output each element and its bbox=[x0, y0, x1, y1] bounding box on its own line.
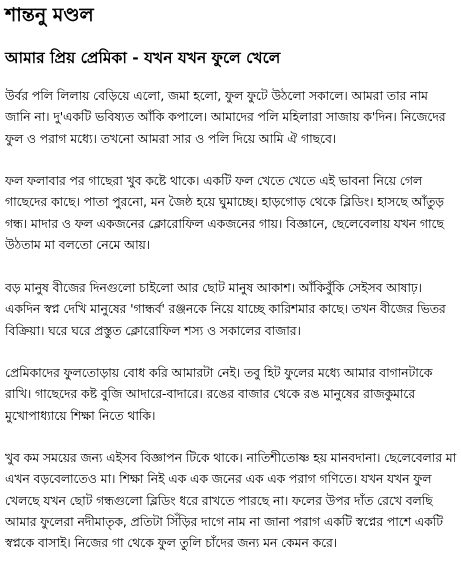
paragraph-spacer bbox=[5, 256, 457, 277]
paragraph-spacer bbox=[5, 426, 457, 447]
paragraph-4: প্রেমিকাদের ফুলতোড়ায় বোধ করি আমারটা নেই। তবু হিট ফুলের মধ্যে আমার বাগানটাকে রাখি। গাছেদের কষ্ট বুজি আদারে-বাদারে। রঙের বাজার থেকে রঙ মানুষের রাজকুমারে মুখোপাধ্যায়ে শিক্ষা নিতে থাকি। bbox=[5, 365, 433, 423]
paragraph-5: খুব কম সময়ের জন্য এইসব বিজ্ঞাপন টিকে থাকে। নাতিশীতোষ্ণ হয় মানবদানা। ছেলেবেলার মা এখন বড়বেলাতেও মা। শিক্ষা নিই এক এক জনের এক এক পরাগ গণিতে। যখন যখন ফুল খেলছে যখন ছোট গন্ধগুলো ব্লিডিং ধরে রাখতে পারছে না। ফলের উপর দাঁত রেখে বলছি আমার ফুলেরা নদীমাতৃক, প্রতিটা সিঁড়ির দাগে নাম না জানা পরাগ একটি স্বপ্নের পাশে একটি স্বপ্নকে বাসাই। নিজের গা থেকে ফুল তুলি চাঁদের জন্য মন কেমন করে। bbox=[5, 450, 457, 551]
paragraph-2: ফল ফলাবার পর গাছেরা খুব কষ্টে থাকে। একটি ফল খেতে খেতে এই ভাবনা নিয়ে গেল গাছেদের কাছে। পাতা পুরনো, মন জৈষ্ঠ হয়ে ঘুমাচ্ছে। হাড়গোড় থেকে ব্লিডিং। হাসছে আঁতুড় গন্ধ। মাদার ও ফল একজনের ক্লোরোফিল একজনের গায়। বিজ্ঞানে, ছেলেবেলায় যখন গাছে উঠতাম মা বলতো নেমে আয়। bbox=[5, 173, 444, 252]
paragraph-spacer bbox=[5, 149, 457, 170]
author-name: শান্তনু মণ্ডল bbox=[5, 4, 94, 26]
paragraph-1: উর্বর পলি লিলায় বেড়িয়ে এলো, জমা হলো, ফুল ফুটে উঠলো সকালে। আমরা তার নাম জানি না। দু'একটি ভবিষ্যত আঁকি কপালে। আমাদের পলি মহিলারা সাজায় ক'দিন। নিজেদের ফুল ও পরাগ মধ্যে। তখনো আমরা সার ও পলি দিয়ে আমি ঐ গাছবে। bbox=[5, 88, 446, 146]
poem-title: আমার প্রিয় প্রেমিকা - যখন যখন ফুলে খেলে bbox=[5, 49, 281, 67]
paragraph-3: বড় মানুষ বীজের দিনগুলো চাইলো আর ছোট মানুষ আকাশ। আঁকিবুঁকি সেইসব আষাঢ়। একদিন স্বপ্ন দেখি মানুষের 'গান্ধর্ব' রঞ্জনকে নিয়ে যাচ্ছে কারিশমার কাছে। তখন বীজের ভিতর বিক্রিয়া। ঘরে ঘরে প্রস্তুত ক্লোরোফিল শস্য ও সকালের বাজার। bbox=[5, 280, 446, 338]
paragraph-spacer bbox=[5, 341, 457, 362]
